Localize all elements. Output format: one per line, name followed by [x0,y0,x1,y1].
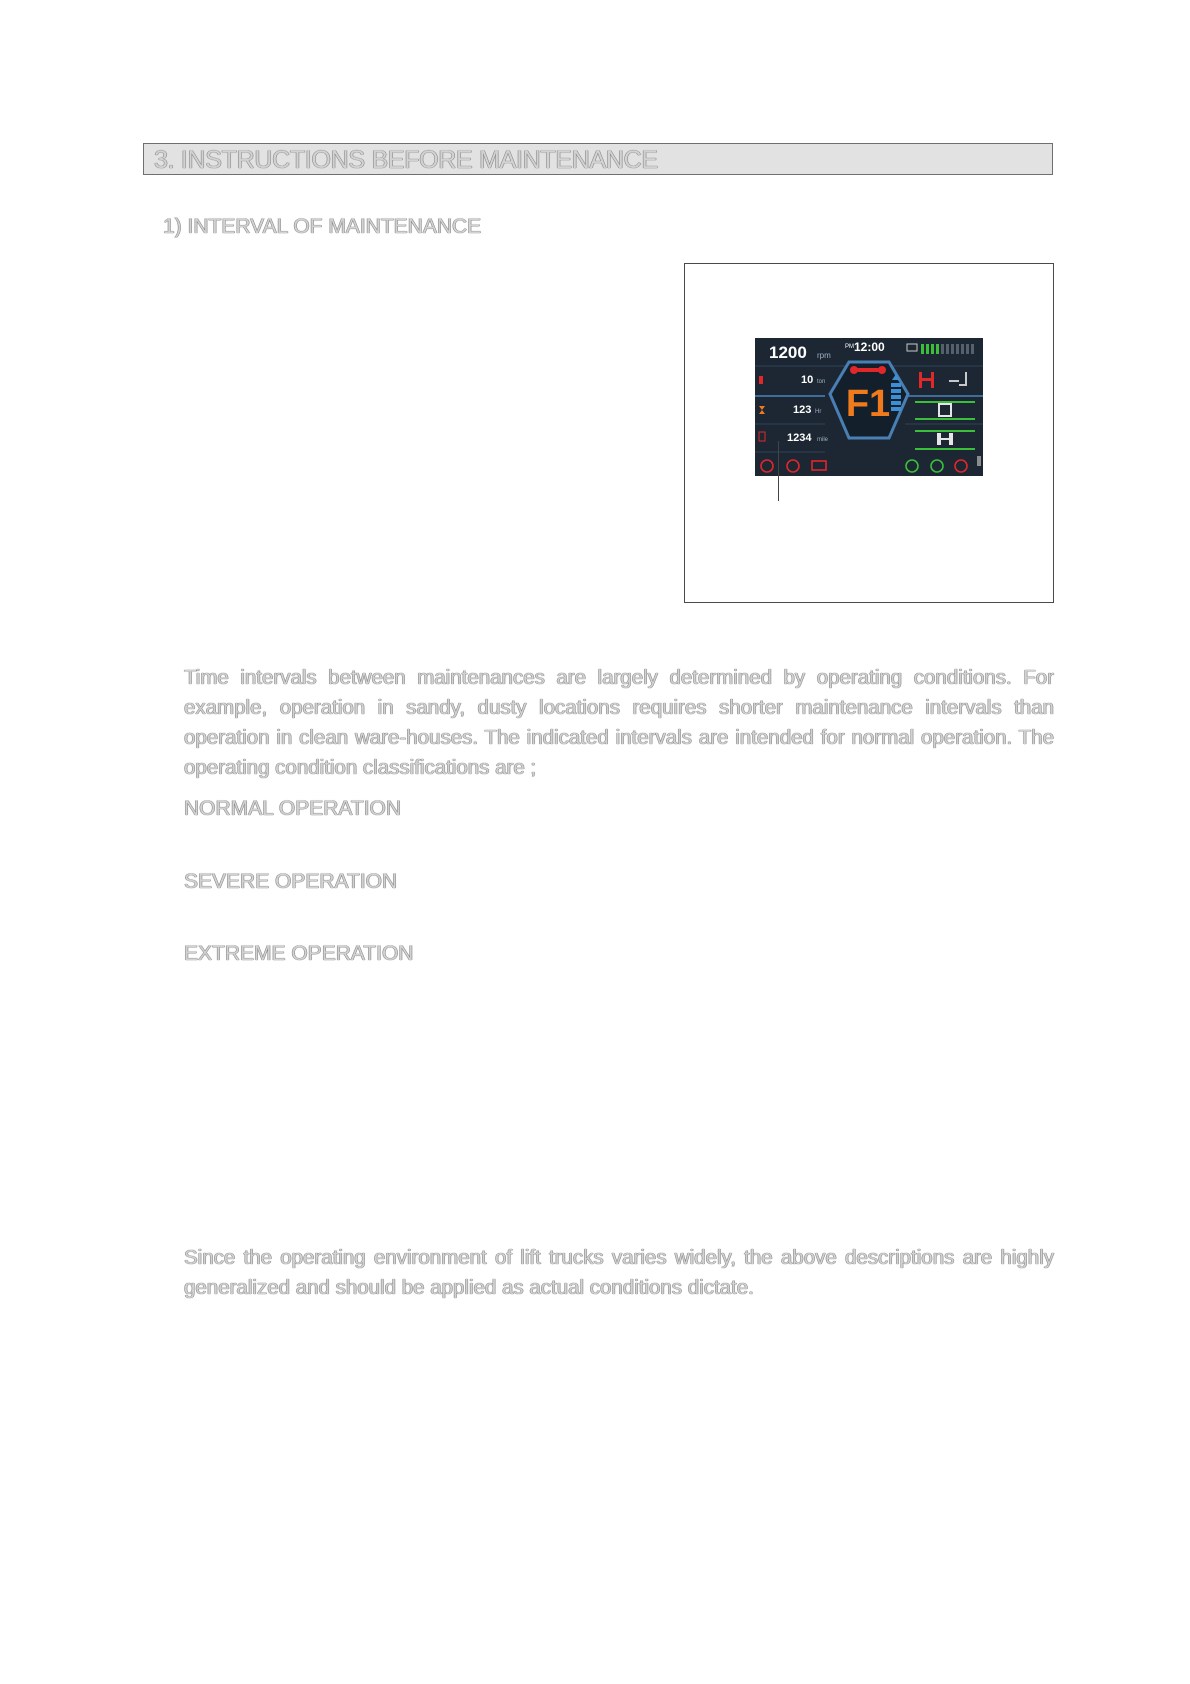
scroll-marker [977,456,981,466]
rpm-value: 1200 [769,343,807,362]
cluster-display [755,338,983,476]
hours-unit: Hr [815,409,822,415]
extreme-operation-label: EXTREME OPERATION [184,942,414,965]
severe-operation-label: SEVERE OPERATION [184,870,398,893]
normal-operation-label: NORMAL OPERATION [184,797,402,820]
cluster-display-graphic [755,338,983,476]
leader-line [778,441,779,501]
load-unit: ton [817,379,826,385]
load-value: 10 [801,374,814,386]
rpm-unit: rpm [817,351,831,360]
gear-indicator: F1 [845,383,891,425]
fork-icon [759,376,763,384]
distance-value: 1234 [787,432,812,444]
closing-paragraph: Since the operating environment of lift trucks varies widely, the above descriptions are highly generalized and should be applied as actual conditions dictate. [184,1246,1054,1299]
figure-box [684,263,1054,603]
section-heading [143,143,1053,175]
section-title: 3. INSTRUCTIONS BEFORE MAINTENANCE [154,146,658,174]
time-value: 12:00 [854,340,885,354]
time-prefix: PM [845,344,854,350]
hours-value: 123 [793,404,812,416]
sub-heading: 1) INTERVAL OF MAINTENANCE [163,215,482,238]
distance-unit: mile [817,437,829,443]
body-paragraph: Time intervals between maintenances are largely determined by operating conditions. For example, operation in sandy, dusty locations requires shorter maintenance intervals than operation in clean ware-houses. The indicated intervals are intended for normal operation. The operating condition classifications are ; [184,666,1054,779]
